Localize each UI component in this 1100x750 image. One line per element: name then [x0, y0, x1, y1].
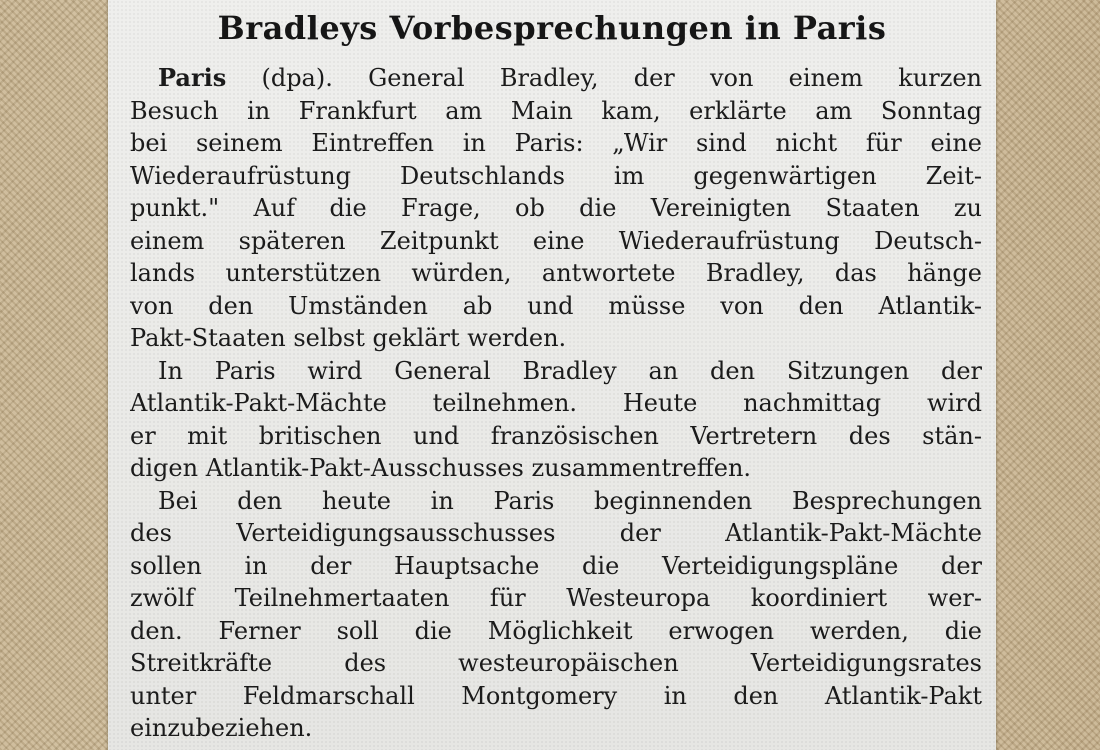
text-line: einem späteren Zeitpunkt eine Wiederaufrüstung Deutsch- — [130, 226, 982, 255]
text-line: sollen in der Hauptsache die Verteidigungspläne der — [130, 551, 982, 580]
text-line: lands unterstützen würden, antwortete Bradley, das hänge — [130, 259, 982, 287]
headline: Bradleys Vorbesprechungen in Paris — [217, 9, 887, 47]
text-line: Bei den heute in Paris beginnenden Besprechungen — [158, 486, 982, 515]
text-line: zwölf Teilnehmertaaten für Westeuropa koordiniert wer- — [130, 584, 982, 612]
text-line: einzubeziehen. — [130, 714, 313, 742]
text-line: den. Ferner soll die Möglichkeit erwogen werden, die — [130, 616, 982, 645]
dateline: Paris — [158, 63, 227, 92]
text-line: des Verteidigungsausschusses der Atlantik-Pakt-Mächte — [130, 519, 982, 547]
text-line: Besuch in Frankfurt am Main kam, erklärte am Sonntag — [130, 96, 982, 125]
text-line: Pakt-Staaten selbst geklärt werden. — [130, 324, 567, 352]
text-line: Streitkräfte des westeuropäischen Verteidigungsrates — [130, 649, 982, 677]
newspaper-clipping — [108, 0, 996, 750]
text-line — [130, 62, 982, 95]
text-line: unter Feldmarschall Montgomery in den Atlantik-Pakt — [130, 681, 982, 710]
text-line: digen Atlantik-Pakt-Ausschusses zusammentreffen. — [130, 454, 752, 482]
text-line: punkt." Auf die Frage, ob die Vereinigten Staaten zu — [130, 194, 982, 222]
text-line: von den Umständen ab und müsse von den Atlantik- — [130, 291, 982, 320]
text-line-content: (dpa). General Bradley, der von einem kurzen — [226, 64, 982, 92]
text-line: Wiederaufrüstung Deutschlands im gegenwärtigen Zeit- — [130, 161, 982, 190]
text-line: bei seinem Eintreffen in Paris: „Wir sind nicht für eine — [130, 129, 982, 157]
text-line: Atlantik-Pakt-Mächte teilnehmen. Heute nachmittag wird — [130, 389, 982, 417]
article-body — [130, 62, 982, 745]
text-line: er mit britischen und französischen Vertretern des stän- — [130, 421, 982, 450]
text-line: In Paris wird General Bradley an den Sitzungen der — [158, 356, 982, 385]
